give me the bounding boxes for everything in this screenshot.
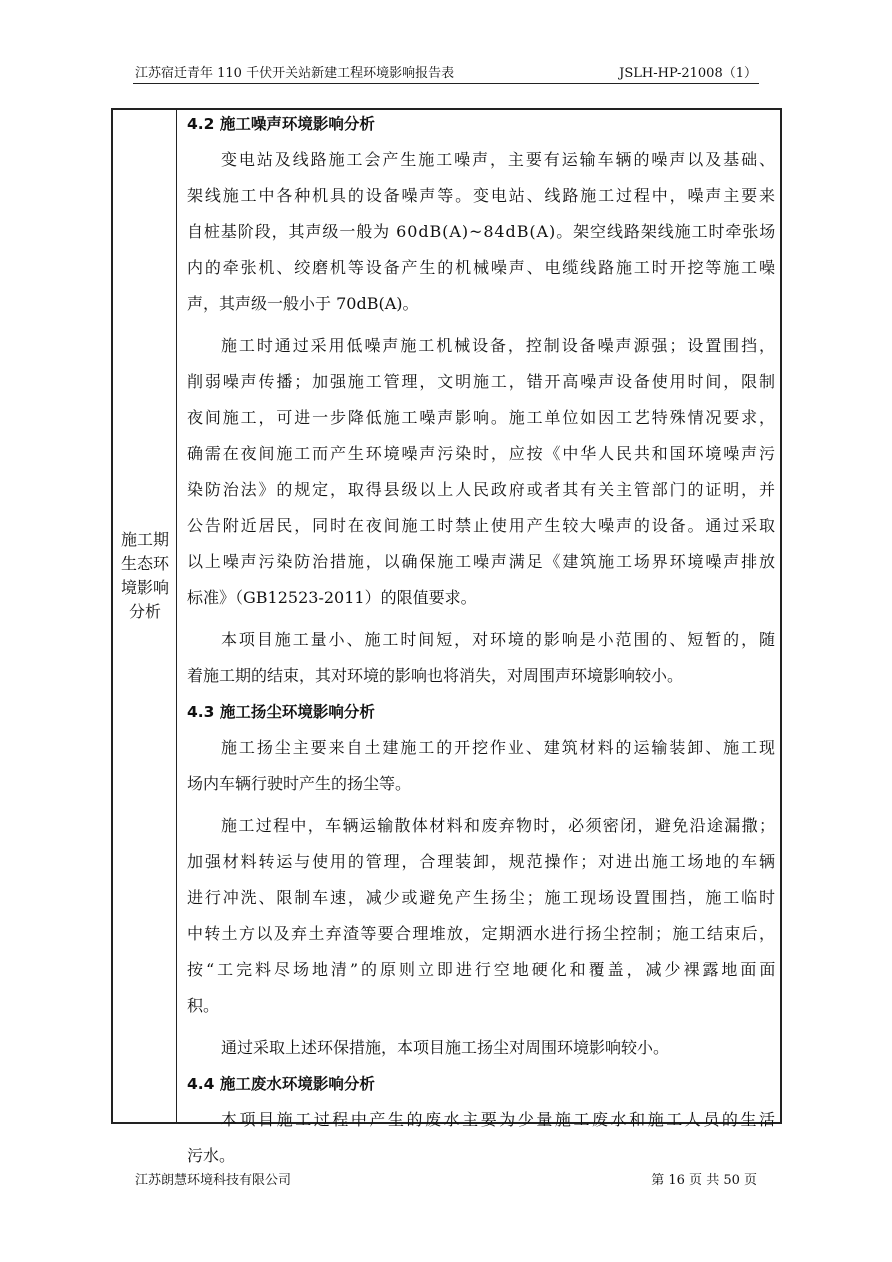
- paragraph-line: 声，其声级一般小于 70dB(A)。: [187, 294, 419, 313]
- paragraph-line: 自桩基阶段，其声级一般为 60dB(A)~84dB(A)。架空线路架线施工时牵张场: [187, 222, 777, 241]
- paragraph-line: 按“工完料尽场地清”的原则立即进行空地硬化和覆盖，减少裸露地面面: [187, 960, 779, 979]
- page-footer: [133, 1171, 759, 1191]
- report-code: JSLH-HP-21008（1）: [619, 66, 757, 81]
- category-label-line: 施工期: [120, 530, 169, 549]
- analysis-table: [111, 108, 782, 1165]
- section-heading: 4.2 施工噪声环境影响分析: [187, 115, 375, 133]
- section-heading: 4.4 施工废水环境影响分析: [187, 1075, 375, 1093]
- report-title: 江苏宿迁青年 110 千伏开关站新建工程环境影响报告表: [135, 66, 455, 81]
- category-label-line: 生态环: [120, 554, 169, 573]
- paragraph-line: 染防治法》的规定，取得县级以上人民政府或者其有关主管部门的证明，并: [187, 480, 777, 499]
- paragraph-line: 施工扬尘主要来自土建施工的开挖作业、建筑材料的运输装卸、施工现: [221, 738, 777, 757]
- category-label-line: 分析: [128, 602, 161, 621]
- company-name: 江苏朗慧环境科技有限公司: [135, 1173, 292, 1188]
- paragraph-line: 以上噪声污染防治措施，以确保施工噪声满足《建筑施工场界环境噪声排放: [187, 552, 777, 571]
- paragraph-line: 本项目施工量小、施工时间短，对环境的影响是小范围的、短暂的，随: [221, 630, 777, 649]
- paragraph-line: 进行冲洗、限制车速，减少或避免产生扬尘；施工现场设置围挡，施工临时: [187, 888, 777, 907]
- paragraph-line: 积。: [187, 996, 220, 1015]
- paragraph-line: 公告附近居民，同时在夜间施工时禁止使用产生较大噪声的设备。通过采取: [187, 516, 777, 535]
- paragraph-line: 施工过程中，车辆运输散体材料和废弃物时，必须密闭，避免沿途漏撒；: [221, 816, 777, 835]
- page-header: [133, 64, 759, 84]
- paragraph-line: 施工时通过采用低噪声施工机械设备，控制设备噪声源强；设置围挡，: [221, 336, 777, 355]
- paragraph-line: 削弱噪声传播；加强施工管理，文明施工，错开高噪声设备使用时间，限制: [187, 372, 777, 391]
- paragraph-line: 标准》（GB12523-2011）的限值要求。: [187, 588, 477, 607]
- paragraph-line: 中转土方以及弃土弃渣等要合理堆放，定期洒水进行扬尘控制；施工结束后，: [187, 924, 777, 943]
- paragraph-line: 夜间施工，可进一步降低施工噪声影响。施工单位如因工艺特殊情况要求，: [187, 408, 777, 427]
- paragraph-line: 确需在夜间施工而产生环境噪声污染时，应按《中华人民共和国环境噪声污: [187, 444, 777, 463]
- paragraph-line: 内的牵张机、绞磨机等设备产生的机械噪声、电缆线路施工时开挖等施工噪: [187, 258, 777, 277]
- paragraph-line: 场内车辆行驶时产生的扬尘等。: [187, 774, 412, 793]
- paragraph-line: 通过采取上述环保措施，本项目施工扬尘对周围环境影响较小。: [221, 1038, 670, 1057]
- paragraph-line: 本项目施工过程中产生的废水主要为少量施工废水和施工人员的生活: [221, 1110, 778, 1129]
- category-cell: [113, 110, 177, 1122]
- category-label-line: 境影响: [120, 578, 169, 597]
- paragraph-line: 架线施工中各种机具的设备噪声等。变电站、线路施工过程中，噪声主要来: [187, 186, 777, 205]
- section-heading: 4.3 施工扬尘环境影响分析: [187, 703, 375, 721]
- category-label: [113, 528, 177, 624]
- header-divider: [133, 83, 759, 84]
- paragraph-line: 污水。: [187, 1146, 236, 1165]
- paragraph-line: 加强材料转运与使用的管理，合理装卸，规范操作；对进出施工场地的车辆: [187, 852, 777, 871]
- page-number: 第 16 页 共 50 页: [651, 1173, 757, 1188]
- paragraph-line: 变电站及线路施工会产生施工噪声，主要有运输车辆的噪声以及基础、: [221, 150, 777, 169]
- paragraph-line: 着施工期的结束，其对环境的影响也将消失，对周围声环境影响较小。: [187, 666, 684, 685]
